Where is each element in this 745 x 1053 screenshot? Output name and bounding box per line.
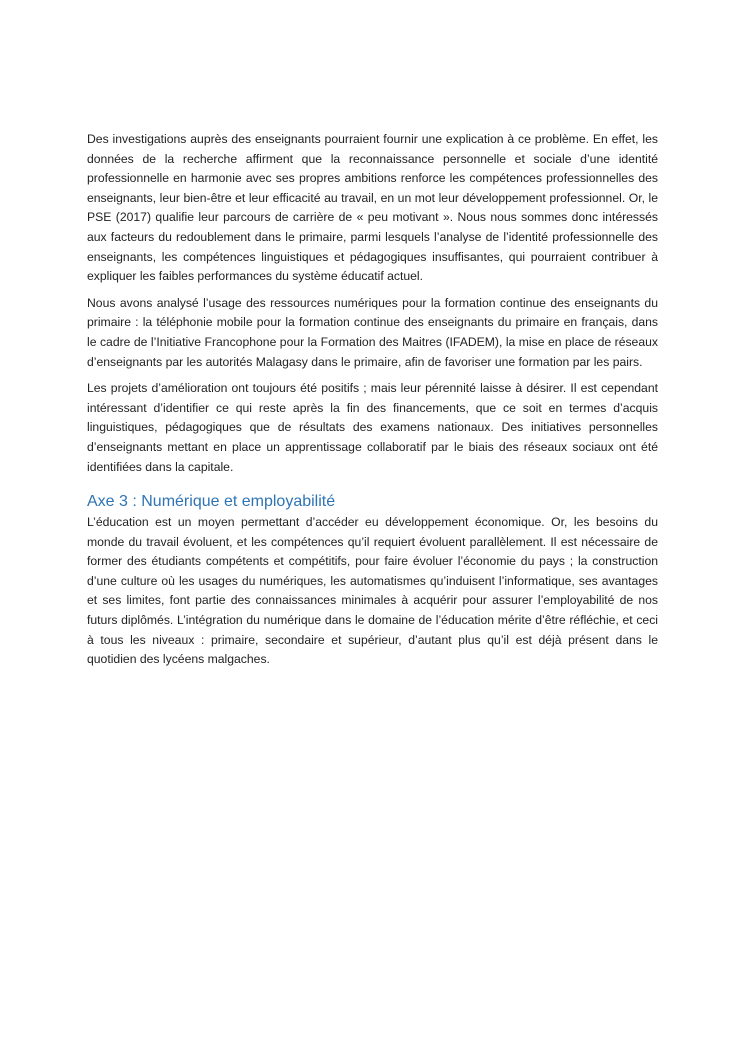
section-heading-axe-3: Axe 3 : Numérique et employabilité	[87, 493, 336, 511]
document-page	[87, 130, 658, 677]
paragraph-projets-amelioration: Les projets d’amélioration ont toujours été positifs ; mais leur pérennité laisse à désirer. Il est cependant intéressant d’identifier ce qui reste après la fin des financements, que ce soit en termes d’acquis linguistiques, pédagogiques que de résultats des examens nationaux. Des initiatives personnelles d’enseignants mettant en place un apprentissage collaboratif par le biais des réseaux sociaux ont été identifiées dans la capitale.	[87, 381, 658, 474]
paragraph-investigations: Des investigations auprès des enseignants pourraient fournir une explication à ce problème. En effet, les données de la recherche affirment que la reconnaissance personnelle et sociale d’une identité professionnelle en harmonie avec ses propres ambitions renforce les compétences professionnelles des enseignants, leur bien-être et leur efficacité au travail, en un mot leur développement professionnel. Or, le PSE (2017) qualifie leur parcours de carrière de « peu motivant ». Nous nous sommes donc intéressés aux facteurs du redoublement dans le primaire, parmi lesquels l’analyse de l’identité professionnelle des enseignants, les compétences linguistiques et pédagogiques insuffisantes, qui pourraient contribuer à expliquer les faibles performances du système éducatif actuel.	[87, 132, 658, 284]
paragraph-ressources-numeriques: Nous avons analysé l’usage des ressources numériques pour la formation continue des enseignants du primaire : la téléphonie mobile pour la formation continue des enseignants du primaire en français, dans le cadre de l’Initiative Francophone pour la Formation des Maitres (IFADEM), la mise en place de réseaux d’enseignants par les autorités Malagasy dans le primaire, afin de favoriser une formation par les pairs.	[87, 295, 658, 369]
paragraph-education-employabilite: L’éducation est un moyen permettant d’accéder eu développement économique. Or, les besoins du monde du travail évoluent, et les compétences qu’il requiert évoluent parallèlement. Il est nécessaire de former des étudiants compétents et compétitifs, pour faire évoluer l’économie du pays ; la construction d’une culture où les usages du numériques, les automatismes qu’induisent l’informatique, ses avantages et ses limites, font partie des connaissances minimales à acquérir pour assurer l’employabilité de nos futurs diplômés. L’intégration du numérique dans le domaine de l’éducation mérite d’être réfléchie, et ceci à tous les niveaux : primaire, secondaire et supérieur, d’autant plus qu’il est déjà présent dans le quotidien des lycéens malgaches.	[87, 515, 658, 667]
